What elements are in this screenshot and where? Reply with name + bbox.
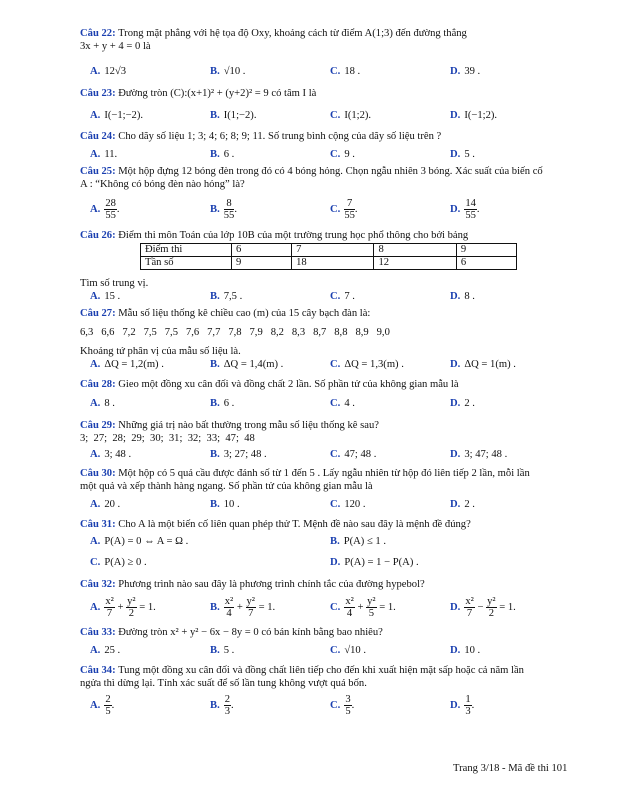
option-a[interactable]: A. $\frac{2}{5}$ .: [90, 694, 115, 717]
question-24: [80, 130, 545, 143]
table-cell: 9: [232, 257, 292, 270]
option-b[interactable]: B. ΔQ = 1,4(m) .: [210, 359, 284, 370]
fraction: $\frac{3}{5}$: [345, 694, 351, 717]
table-row: [141, 244, 517, 257]
question-23: [80, 87, 545, 100]
option-b[interactable]: B. 6 .: [210, 398, 235, 409]
question-text: Những giá trị nào bất thường trong mẫu số liệu thống kê sau?: [118, 420, 379, 431]
question-27: [80, 307, 545, 358]
option-a[interactable]: A. 12√3: [90, 66, 127, 77]
fraction: $\frac{\text{y²}}{5}$: [367, 596, 376, 619]
option-a[interactable]: A. I(−1;−2).: [90, 110, 144, 121]
option-d[interactable]: D. 10 .: [450, 645, 481, 656]
question-label: Câu 28:: [80, 379, 116, 390]
option-c[interactable]: C. $\frac{\text{x²}}{4}$ + $\frac{\text{y²}}{5}$ = 1.: [330, 596, 396, 619]
option-a[interactable]: A. 11.: [90, 149, 118, 160]
options-26: [80, 291, 545, 305]
question-28: [80, 378, 545, 391]
table-cell: 7: [292, 244, 374, 257]
option-a[interactable]: A. 20 .: [90, 499, 121, 510]
fraction: $\frac{1}{3}$: [465, 694, 471, 717]
question-label: Câu 32:: [80, 579, 116, 590]
fraction: $\frac{7}{55}$: [344, 198, 355, 221]
data-series: 3; 27; 28; 29; 30; 31; 32; 33; 47; 48: [80, 433, 255, 444]
table-cell: 9: [456, 244, 516, 257]
option-d[interactable]: D. 2 .: [450, 499, 475, 510]
question-text: Mẫu số liệu thống kê chiều cao (m) của 15 cây bạch đàn là:: [118, 308, 371, 319]
question-subtext: Khoảng tứ phân vị của mẫu số liệu là.: [80, 346, 241, 357]
question-text: Điểm thi môn Toán của lớp 10B của một trường trung học phổ thông cho bởi bảng: [118, 230, 469, 241]
option-b[interactable]: B. √10 .: [210, 66, 246, 77]
question-text: Một hộp đựng 12 bóng đèn trong đó có 4 bóng hỏng. Chọn ngẫu nhiên 3 bóng. Xác suất của biến cố A : “Không có bóng đèn nào hỏng” là?: [80, 166, 543, 190]
options-32: [80, 596, 545, 622]
question-label: Câu 30:: [80, 468, 116, 479]
options-31-row1: [80, 536, 545, 550]
question-text: Cho dãy số liệu 1; 3; 4; 6; 8; 9; 11. Số trung bình cộng của dãy số liệu trên ?: [118, 131, 442, 142]
options-31-row2: [80, 557, 545, 571]
question-label: Câu 24:: [80, 131, 116, 142]
question-subtext: Tìm số trung vị.: [80, 278, 149, 289]
question-label: Câu 23:: [80, 88, 116, 99]
question-label: Câu 29:: [80, 420, 116, 431]
option-a[interactable]: A. 3; 48 .: [90, 449, 132, 460]
options-23: [80, 110, 545, 124]
question-text-2: 3x + y + 4 = 0 là: [80, 41, 151, 52]
option-d[interactable]: D. ΔQ = 1(m) .: [450, 359, 516, 370]
question-33: [80, 626, 545, 639]
option-c[interactable]: C. 47; 48 .: [330, 449, 377, 460]
fraction: $\frac{\text{x²}}{4}$: [345, 596, 354, 619]
question-text: Một hộp có 5 quả cầu được đánh số từ 1 đến 5 . Lấy ngẫu nhiên từ hộp đó liên tiếp 2 lần, mỗi lần một quả và xếp thành hàng ngang. Số phần tử của không gian mẫu là: [80, 468, 530, 492]
question-text: Phương trình nào sau đây là phương trình chính tắc của đường hypebol?: [118, 579, 425, 590]
question-text: Tung một đồng xu cân đối và đồng chất liên tiếp cho đến khi xuất hiện mặt sấp hoặc cả năm lần ngửa thì dừng lại. Tính xác suất để số lần tung không vượt quá bốn.: [80, 665, 524, 689]
options-33: [80, 645, 545, 659]
option-a[interactable]: A. $\frac{\text{x²}}{7}$ + $\frac{\text{y²}}{2}$ = 1.: [90, 596, 156, 619]
table-cell: Điểm thi: [141, 244, 232, 257]
fraction: $\frac{\text{x²}}{7}$: [105, 596, 114, 619]
option-c[interactable]: C. ΔQ = 1,3(m) .: [330, 359, 404, 370]
table-row: [141, 257, 517, 270]
option-a[interactable]: A. 25 .: [90, 645, 121, 656]
question-label: Câu 31:: [80, 519, 116, 530]
question-label: Câu 25:: [80, 166, 116, 177]
option-a[interactable]: A. 15 .: [90, 291, 121, 302]
option-a[interactable]: A. 8 .: [90, 398, 115, 409]
option-d[interactable]: D. 3; 47; 48 .: [450, 449, 508, 460]
fraction: $\frac{2}{3}$: [224, 694, 231, 717]
option-b[interactable]: B. 5 .: [210, 645, 235, 656]
option-b[interactable]: B. 6 .: [210, 149, 235, 160]
question-26: [80, 229, 545, 242]
option-c[interactable]: C. 4 .: [330, 398, 355, 409]
option-b[interactable]: B. $\frac{\text{x²}}{4}$ + $\frac{\text{y²}}{7}$ = 1.: [210, 596, 276, 619]
options-24: [80, 149, 545, 163]
option-d[interactable]: D. 2 .: [450, 398, 475, 409]
table-cell: 12: [374, 257, 456, 270]
options-28: [80, 398, 545, 412]
option-d[interactable]: D. 39 .: [450, 66, 481, 77]
option-c[interactable]: C. 18 .: [330, 66, 361, 77]
question-34: [80, 664, 545, 690]
question-32: [80, 578, 545, 591]
question-22: [80, 27, 545, 53]
fraction: $\frac{\text{x²}}{7}$: [465, 596, 474, 619]
option-b[interactable]: B. 3; 27; 48 .: [210, 449, 267, 460]
options-27: [80, 359, 545, 373]
option-d[interactable]: D. $\frac{1}{3}$ .: [450, 694, 475, 717]
option-d[interactable]: D. 8 .: [450, 291, 475, 302]
option-c[interactable]: C. 9 .: [330, 149, 355, 160]
question-label: Câu 27:: [80, 308, 116, 319]
option-a[interactable]: A. P(A) = 0 ⇔ A = Ω .: [90, 536, 189, 547]
fraction: $\frac{\text{y²}}{7}$: [246, 596, 255, 619]
options-29: [80, 449, 545, 463]
option-c[interactable]: C. P(A) ≥ 0 .: [90, 557, 147, 568]
question-26-sub: [80, 277, 545, 290]
options-30: [80, 499, 545, 513]
option-c[interactable]: C. 7 .: [330, 291, 355, 302]
option-c[interactable]: C. 120 .: [330, 499, 366, 510]
options-25: [80, 198, 545, 224]
question-text: Trong mặt phẳng với hệ tọa độ Oxy, khoảng cách từ điểm A(1;3) đến đường thẳng: [118, 28, 467, 39]
question-text: Đường tròn x² + y² − 6x − 8y = 0 có bán kính bằng bao nhiêu?: [118, 627, 383, 638]
option-a[interactable]: A. $\frac{28}{55}$ .: [90, 198, 120, 221]
options-34: [80, 694, 545, 720]
fraction: $\frac{8}{55}$: [223, 198, 235, 221]
fraction: $\frac{14}{55}$: [465, 198, 476, 221]
table-cell: 8: [374, 244, 456, 257]
option-b[interactable]: B. $\frac{2}{3}$ .: [210, 694, 234, 717]
table-cell: 18: [292, 257, 374, 270]
option-d[interactable]: D. $\frac{14}{55}$ .: [450, 198, 480, 221]
question-29: [80, 419, 545, 445]
fraction: $\frac{\text{y²}}{2}$: [127, 596, 136, 619]
option-c[interactable]: C. $\frac{3}{5}$ .: [330, 694, 355, 717]
fraction: $\frac{28}{55}$: [105, 198, 116, 221]
question-30: [80, 467, 545, 493]
option-b[interactable]: B. 10 .: [210, 499, 240, 510]
fraction: $\frac{\text{x²}}{4}$: [224, 596, 234, 619]
option-d[interactable]: D. I(−1;2).: [450, 110, 498, 121]
fraction: $\frac{\text{y²}}{2}$: [487, 596, 496, 619]
question-text: Cho A là một biến cố liên quan phép thử T. Mệnh đề nào sau đây là mệnh đề đúng?: [118, 519, 471, 530]
option-d[interactable]: D. $\frac{\text{x²}}{7}$ − $\frac{\text{y²}}{2}$ = 1.: [450, 596, 516, 619]
page-footer: Trang 3/18 - Mã đề thi 101: [453, 763, 568, 774]
option-b[interactable]: B. P(A) ≤ 1 .: [330, 536, 387, 547]
question-label: Câu 22:: [80, 28, 116, 39]
option-b[interactable]: B. 7,5 .: [210, 291, 243, 302]
question-31: [80, 518, 545, 531]
option-a[interactable]: A. ΔQ = 1,2(m) .: [90, 359, 164, 370]
option-c[interactable]: C. √10 .: [330, 645, 367, 656]
option-c[interactable]: C. $\frac{7}{55}$ .: [330, 198, 358, 221]
frequency-table: [140, 243, 517, 270]
question-25: [80, 165, 545, 191]
options-22: [80, 66, 545, 80]
question-text: Đường tròn (C):(x+1)² + (y+2)² = 9 có tâm I là: [118, 88, 317, 99]
option-d[interactable]: D. P(A) = 1 − P(A) .: [330, 557, 419, 568]
data-series: 6,3 6,6 7,2 7,5 7,5 7,6 7,7 7,8 7,9 8,2 8,3 8,7 8,8 8,9 9,0: [80, 327, 390, 338]
option-b[interactable]: B. $\frac{8}{55}$ .: [210, 198, 237, 221]
fraction: $\frac{2}{5}$: [105, 694, 111, 717]
question-text: Gieo một đồng xu cân đối và đồng chất 2 lần. Số phần tử của không gian mẫu là: [118, 379, 459, 390]
question-label: Câu 26:: [80, 230, 116, 241]
option-d[interactable]: D. 5 .: [450, 149, 475, 160]
option-b[interactable]: B. I(1;−2).: [210, 110, 257, 121]
question-label: Câu 34:: [80, 665, 116, 676]
question-label: Câu 33:: [80, 627, 116, 638]
table-cell: Tần số: [141, 257, 232, 270]
option-c[interactable]: C. I(1;2).: [330, 110, 372, 121]
table-cell: 6: [232, 244, 292, 257]
table-cell: 6: [456, 257, 516, 270]
